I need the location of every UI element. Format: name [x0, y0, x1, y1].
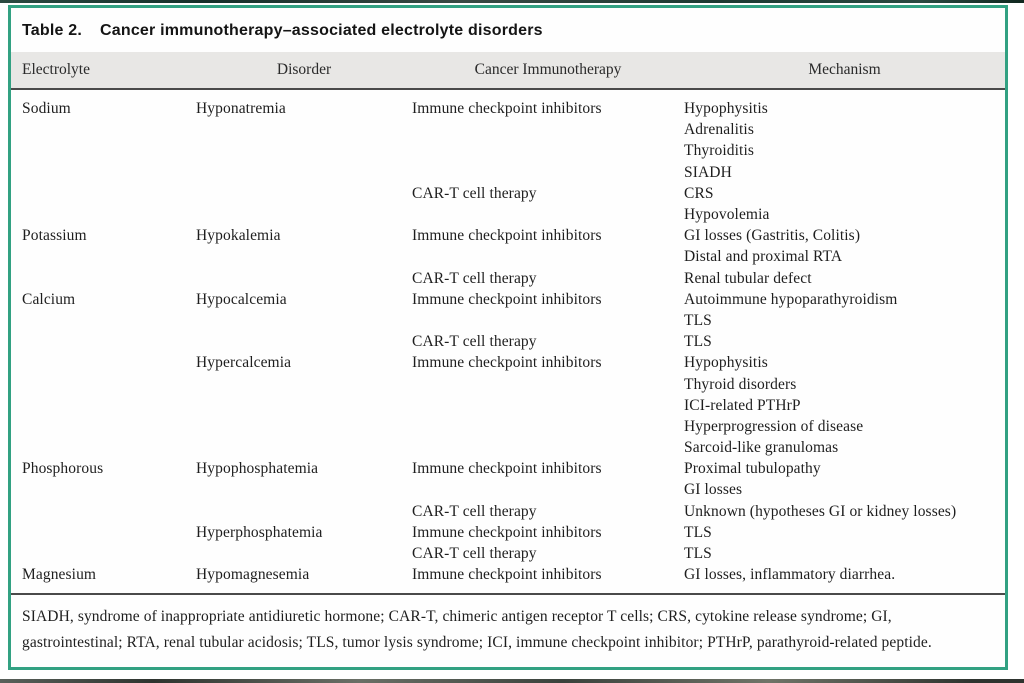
table-row: [11, 310, 1005, 331]
table-row: [11, 98, 1005, 119]
table-caption: Cancer immunotherapy–associated electrolyte disorders: [100, 22, 543, 39]
cell-mechanism: Hypophysitis: [684, 100, 768, 118]
cell-mechanism: TLS: [684, 523, 712, 541]
cell-mechanism: Distal and proximal RTA: [684, 248, 843, 266]
cell-mechanism: CRS: [684, 184, 714, 202]
cell-therapy: Immune checkpoint inhibitors: [412, 566, 602, 584]
cell-mechanism: Thyroiditis: [684, 142, 754, 160]
cell-mechanism: Hyperprogression of disease: [684, 417, 864, 435]
table-row: [11, 246, 1005, 267]
cell-mechanism: Autoimmune hypoparathyroidism: [684, 290, 898, 308]
table-row: [11, 416, 1005, 437]
column-header-disorder: Disorder: [276, 61, 332, 78]
cell-therapy: CAR-T cell therapy: [412, 545, 537, 563]
top-crop-sliver: [0, 0, 1024, 3]
cell-mechanism: TLS: [684, 333, 712, 351]
cell-mechanism: TLS: [684, 311, 712, 329]
column-header-mechanism: Mechanism: [808, 61, 881, 78]
cell-disorder: Hyperphosphatemia: [196, 523, 323, 541]
bottom-crop-sliver: [0, 679, 1024, 683]
table-row: [11, 543, 1005, 564]
cell-mechanism: Thyroid disorders: [684, 375, 797, 393]
cell-therapy: Immune checkpoint inhibitors: [412, 523, 602, 541]
table-row: [11, 352, 1005, 373]
cell-therapy: Immune checkpoint inhibitors: [412, 100, 602, 118]
cell-therapy: CAR-T cell therapy: [412, 184, 537, 202]
table-row: [11, 140, 1005, 161]
cell-disorder: Hyponatremia: [196, 100, 286, 118]
column-header-electrolyte: Electrolyte: [22, 61, 90, 78]
table-row: [11, 289, 1005, 310]
table-row: [11, 437, 1005, 458]
column-header-row: [11, 52, 1005, 90]
table-number: Table 2.: [22, 22, 82, 39]
table-row: [11, 501, 1005, 522]
cell-therapy: Immune checkpoint inhibitors: [412, 460, 602, 478]
cell-mechanism: GI losses (Gastritis, Colitis): [684, 227, 861, 245]
table-row: [11, 522, 1005, 543]
cell-mechanism: Proximal tubulopathy: [684, 460, 821, 478]
cell-therapy: CAR-T cell therapy: [412, 502, 537, 520]
cell-mechanism: Renal tubular defect: [684, 269, 812, 287]
table-row: [11, 373, 1005, 394]
table-footnote: SIADH, syndrome of inappropriate antidiuretic hormone; CAR-T, chimeric antigen receptor T cells; CRS, cytokine release syndrome; GI, gastrointestinal; RTA, renal tubular acidosis; TLS, tumor lysis syndrome; ICI, immune checkpoint inhibitor; PTHrP, parathyroid-related peptide.: [11, 593, 1005, 656]
cell-disorder: Hypercalcemia: [196, 354, 292, 372]
cell-mechanism: Hypophysitis: [684, 354, 768, 372]
cell-mechanism: GI losses: [684, 481, 743, 499]
cell-mechanism: Hypovolemia: [684, 206, 770, 224]
cell-disorder: Hypocalcemia: [196, 290, 287, 308]
cell-electrolyte: Phosphorous: [22, 460, 104, 478]
cell-therapy: Immune checkpoint inhibitors: [412, 290, 602, 308]
table-row: [11, 564, 1005, 585]
cell-therapy: CAR-T cell therapy: [412, 269, 537, 287]
table-row: [11, 479, 1005, 500]
cell-disorder: Hypokalemia: [196, 227, 281, 245]
cell-therapy: CAR-T cell therapy: [412, 333, 537, 351]
cell-electrolyte: Calcium: [22, 290, 76, 308]
column-header-cancer-immunotherapy: Cancer Immunotherapy: [474, 61, 622, 78]
table-row: [11, 225, 1005, 246]
table-row: [11, 204, 1005, 225]
cell-mechanism: Unknown (hypotheses GI or kidney losses): [684, 502, 957, 520]
table-frame: [8, 5, 1008, 670]
table-row: [11, 162, 1005, 183]
cell-mechanism: Adrenalitis: [684, 121, 754, 139]
cell-therapy: Immune checkpoint inhibitors: [412, 227, 602, 245]
cell-electrolyte: Potassium: [22, 227, 87, 245]
table-row: [11, 458, 1005, 479]
table-title: [22, 22, 995, 40]
cell-disorder: Hypophosphatemia: [196, 460, 319, 478]
table-row: [11, 331, 1005, 352]
table-row: [11, 119, 1005, 140]
cell-mechanism: SIADH: [684, 163, 732, 181]
table-row: [11, 395, 1005, 416]
cell-mechanism: ICI-related PTHrP: [684, 396, 801, 414]
cell-electrolyte: Sodium: [22, 100, 71, 118]
cell-disorder: Hypomagnesemia: [196, 566, 310, 584]
cell-therapy: Immune checkpoint inhibitors: [412, 354, 602, 372]
cell-mechanism: TLS: [684, 545, 712, 563]
table-row: [11, 183, 1005, 204]
cell-mechanism: Sarcoid-like granulomas: [684, 439, 839, 457]
cell-mechanism: GI losses, inflammatory diarrhea.: [684, 566, 896, 584]
cell-electrolyte: Magnesium: [22, 566, 97, 584]
table-body: [11, 98, 1005, 585]
table-row: [11, 268, 1005, 289]
